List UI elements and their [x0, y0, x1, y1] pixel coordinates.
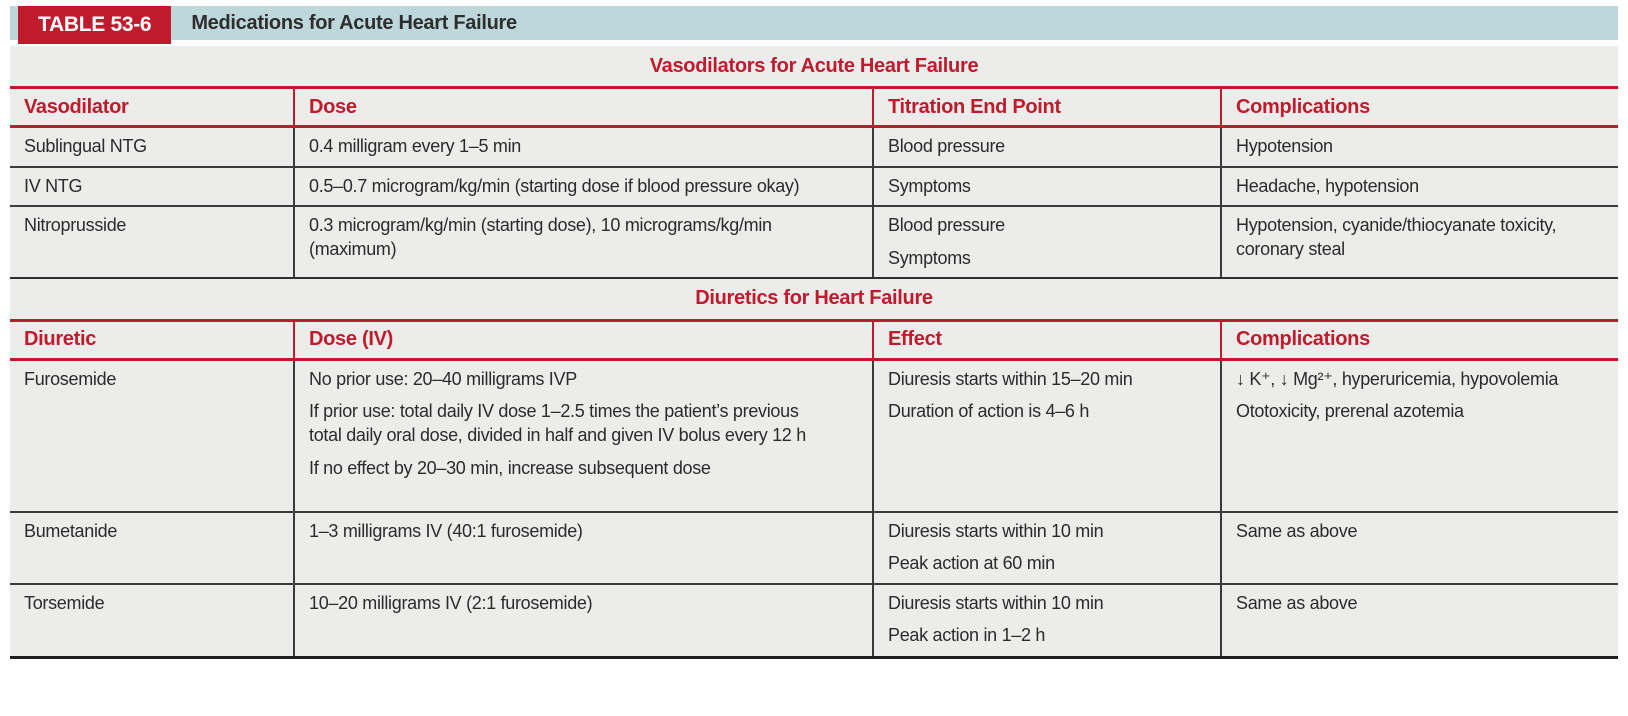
dose-text: 1–3 milligrams IV (40:1 furosemide) [309, 520, 583, 541]
complications-cell [1220, 361, 1618, 511]
dose-text: If prior use: total daily IV dose 1–2.5 times the patient’s previous total daily oral dose, divided in half and given IV bolus every 12 h [309, 401, 806, 445]
effect-cell [872, 513, 1220, 583]
table-row-torsemide [10, 583, 1618, 659]
drug-name: Nitroprusside [24, 215, 127, 235]
effect-text: Diuresis starts within 15–20 min [888, 368, 1133, 389]
dose-cell [293, 585, 872, 656]
dose-text: 0.5–0.7 microgram/kg/min (starting dose if blood pressure okay) [309, 176, 800, 196]
effect-text: Peak action in 1–2 h [888, 625, 1046, 646]
complications-cell [1220, 585, 1618, 656]
table-number-badge: TABLE 53-6 [18, 6, 171, 44]
table-title: Medications for Acute Heart Failure [191, 12, 517, 34]
drug-name: Bumetanide [24, 520, 118, 541]
titration-text: Blood pressure [888, 136, 1005, 156]
dose-text: 0.4 milligram every 1–5 min [309, 136, 521, 156]
column-header: Complications [1220, 322, 1618, 358]
complications-text: Headache, hypotension [1236, 176, 1419, 196]
dose-text: 0.3 microgram/kg/min (starting dose), 10 micrograms/kg/min (maximum) [309, 215, 772, 259]
drug-name: Torsemide [24, 592, 105, 613]
column-header: Titration End Point [872, 89, 1220, 125]
drug-name: IV NTG [24, 176, 83, 196]
drug-name: Furosemide [24, 368, 117, 389]
titration-cell [872, 128, 1220, 166]
complications-text: ↓ K⁺, ↓ Mg²⁺, hyperuricemia, hypovolemia [1236, 368, 1559, 389]
dose-cell [293, 207, 872, 277]
drug-name-cell [10, 128, 293, 166]
titration-cell [872, 207, 1220, 277]
dose-text: 10–20 milligrams IV (2:1 furosemide) [309, 592, 593, 613]
medications-table [10, 6, 1618, 659]
titration-text: Symptoms [888, 247, 971, 268]
table-row-nitroprusside [10, 205, 1618, 279]
effect-cell [872, 585, 1220, 656]
complications-text: Same as above [1236, 520, 1358, 541]
complications-cell [1220, 128, 1618, 166]
complications-text: Same as above [1236, 592, 1358, 613]
column-header: Effect [872, 322, 1220, 358]
column-header: Dose [293, 89, 872, 125]
dose-cell [293, 513, 872, 583]
drug-name-cell [10, 168, 293, 205]
effect-text: Diuresis starts within 10 min [888, 592, 1104, 613]
titration-cell [872, 168, 1220, 205]
vasodilators-header-row [10, 86, 1618, 128]
table-banner [10, 6, 1618, 40]
section-heading-vasodilators: Vasodilators for Acute Heart Failure [10, 46, 1618, 86]
titration-text: Blood pressure [888, 215, 1005, 235]
table-row-bumetanide [10, 511, 1618, 583]
diuretics-header-row [10, 319, 1618, 361]
column-header: Dose (IV) [293, 322, 872, 358]
effect-text: Duration of action is 4–6 h [888, 401, 1090, 422]
effect-cell [872, 361, 1220, 511]
drug-name-cell [10, 513, 293, 583]
effect-text: Peak action at 60 min [888, 553, 1055, 574]
column-header: Vasodilator [24, 95, 129, 118]
complications-text: Hypotension, cyanide/thiocyanate toxicity, coronary steal [1236, 215, 1557, 259]
effect-text: Diuresis starts within 10 min [888, 520, 1104, 541]
column-header: Diuretic [24, 328, 97, 351]
complications-cell [1220, 513, 1618, 583]
complications-text: Ototoxicity, prerenal azotemia [1236, 401, 1464, 422]
complications-cell [1220, 207, 1618, 277]
table-row-sublingual-ntg [10, 128, 1618, 166]
table-row-furosemide [10, 361, 1618, 511]
dose-text: No prior use: 20–40 milligrams IVP [309, 368, 577, 389]
column-header: Complications [1220, 89, 1618, 125]
table-row-iv-ntg [10, 166, 1618, 205]
dose-text: If no effect by 20–30 min, increase subsequent dose [309, 457, 711, 478]
complications-cell [1220, 168, 1618, 205]
complications-text: Hypotension [1236, 136, 1333, 156]
drug-name-cell [10, 361, 293, 511]
dose-cell [293, 168, 872, 205]
drug-name-cell [10, 585, 293, 656]
dose-cell [293, 128, 872, 166]
titration-text: Symptoms [888, 176, 971, 196]
drug-name: Sublingual NTG [24, 136, 147, 156]
drug-name-cell [10, 207, 293, 277]
section-heading-diuretics: Diuretics for Heart Failure [10, 279, 1618, 319]
dose-cell [293, 361, 872, 511]
